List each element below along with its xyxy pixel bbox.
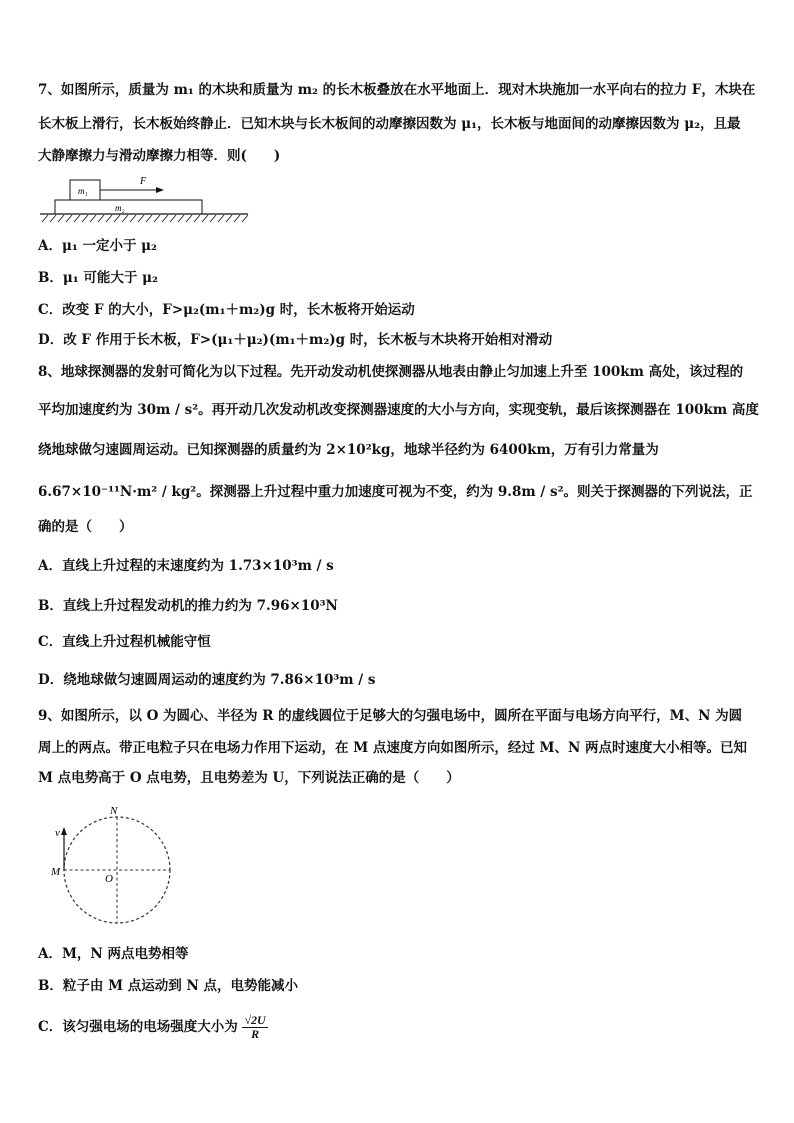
q9-option-c-text: C．该匀强电场的电场强度大小为 [38,1019,238,1035]
label-N: N [110,805,118,817]
q7-option-b: B．μ₁ 可能大于 μ₂ [38,270,158,286]
ground-hatching [42,215,248,222]
q8-option-b: B．直线上升过程发动机的推力约为 7.96×10³N [38,598,338,614]
q9-option-b: B．粒子由 M 点运动到 N 点，电势能减小 [38,978,298,994]
q8-option-d: D．绕地球做匀速圆周运动的速度约为 7.86×10³m / s [38,672,376,688]
q9-stem-line2: 周上的两点。带正电粒子只在电场力作用下运动，在 M 点速度方向如图所示，经过 M、N 两点时速度大小相等。已知 [38,740,748,756]
q7-stem-line2: 长木板上滑行，长木板始终静止．已知木块与长木板间的动摩擦因数为 μ₁，长木板与地面间的动摩擦因数为 μ₂，且最 [38,116,741,132]
q8-stem-line5: 确的是（ ） [38,519,133,535]
q7-stem-line3: 大静摩擦力与滑动摩擦力相等．则( ) [38,148,281,164]
label-O: O [105,873,113,885]
field-strength-fraction [242,1014,267,1041]
q7-stem-line1: 7、如图所示，质量为 m₁ 的木块和质量为 m₂ 的长木板叠放在水平地面上．现对木块施加一水平向右的拉力 F，木块在 [38,82,756,98]
q8-option-a: A．直线上升过程的末速度约为 1.73×10³m / s [38,558,334,574]
fraction-denominator: R [251,1027,260,1041]
q9-dashed-circle-figure [46,804,186,929]
label-M: M [51,866,61,878]
board-m2-label: m₂ [115,203,125,213]
label-v: v [55,827,60,839]
q8-stem-line4: 6.67×10⁻¹¹N·m² / kg²。探测器上升过程中重力加速度可视为不变，约为 9.8m / s²。则关于探测器的下列说法，正 [38,484,753,500]
q8-stem-line1: 8、地球探测器的发射可简化为以下过程。先开动发动机使探测器从地表由静止匀加速上升至 100km 高处，该过程的 [38,364,744,380]
q9-option-c [38,1014,268,1041]
q9-option-a: A．M，N 两点电势相等 [38,946,189,962]
board-m2 [55,200,202,214]
q7-block-board-figure [38,172,253,227]
q8-stem-line2: 平均加速度约为 30m / s²。再开动几次发动机改变探测器速度的大小与方向，实现变轨，最后该探测器在 100km 高度 [38,402,759,418]
q7-option-c: C．改变 F 的大小，F>μ₂(m₁＋m₂)g 时，长木板将开始运动 [38,302,415,318]
q7-option-a: A．μ₁ 一定小于 μ₂ [38,238,157,254]
q8-option-c: C．直线上升过程机械能守恒 [38,634,211,650]
fraction-numerator: √2U [244,1013,266,1027]
q9-stem-line3: M 点电势高于 O 点电势，且电势差为 U，下列说法正确的是（ ） [38,770,460,786]
q9-stem-line1: 9、如图所示，以 O 为圆心、半径为 R 的虚线圆位于足够大的匀强电场中，圆所在平面与电场方向平行，M、N 为圆 [38,708,743,724]
block-m1-label: m₁ [78,186,88,196]
q8-stem-line3: 绕地球做匀速圆周运动。已知探测器的质量约为 2×10²kg，地球半径约为 6400km，万有引力常量为 [38,442,659,458]
force-label: F [140,176,147,187]
q7-option-d: D．改 F 作用于长木板，F>(μ₁＋μ₂)(m₁＋m₂)g 时，长木板与木块将开始相对滑动 [38,332,553,348]
